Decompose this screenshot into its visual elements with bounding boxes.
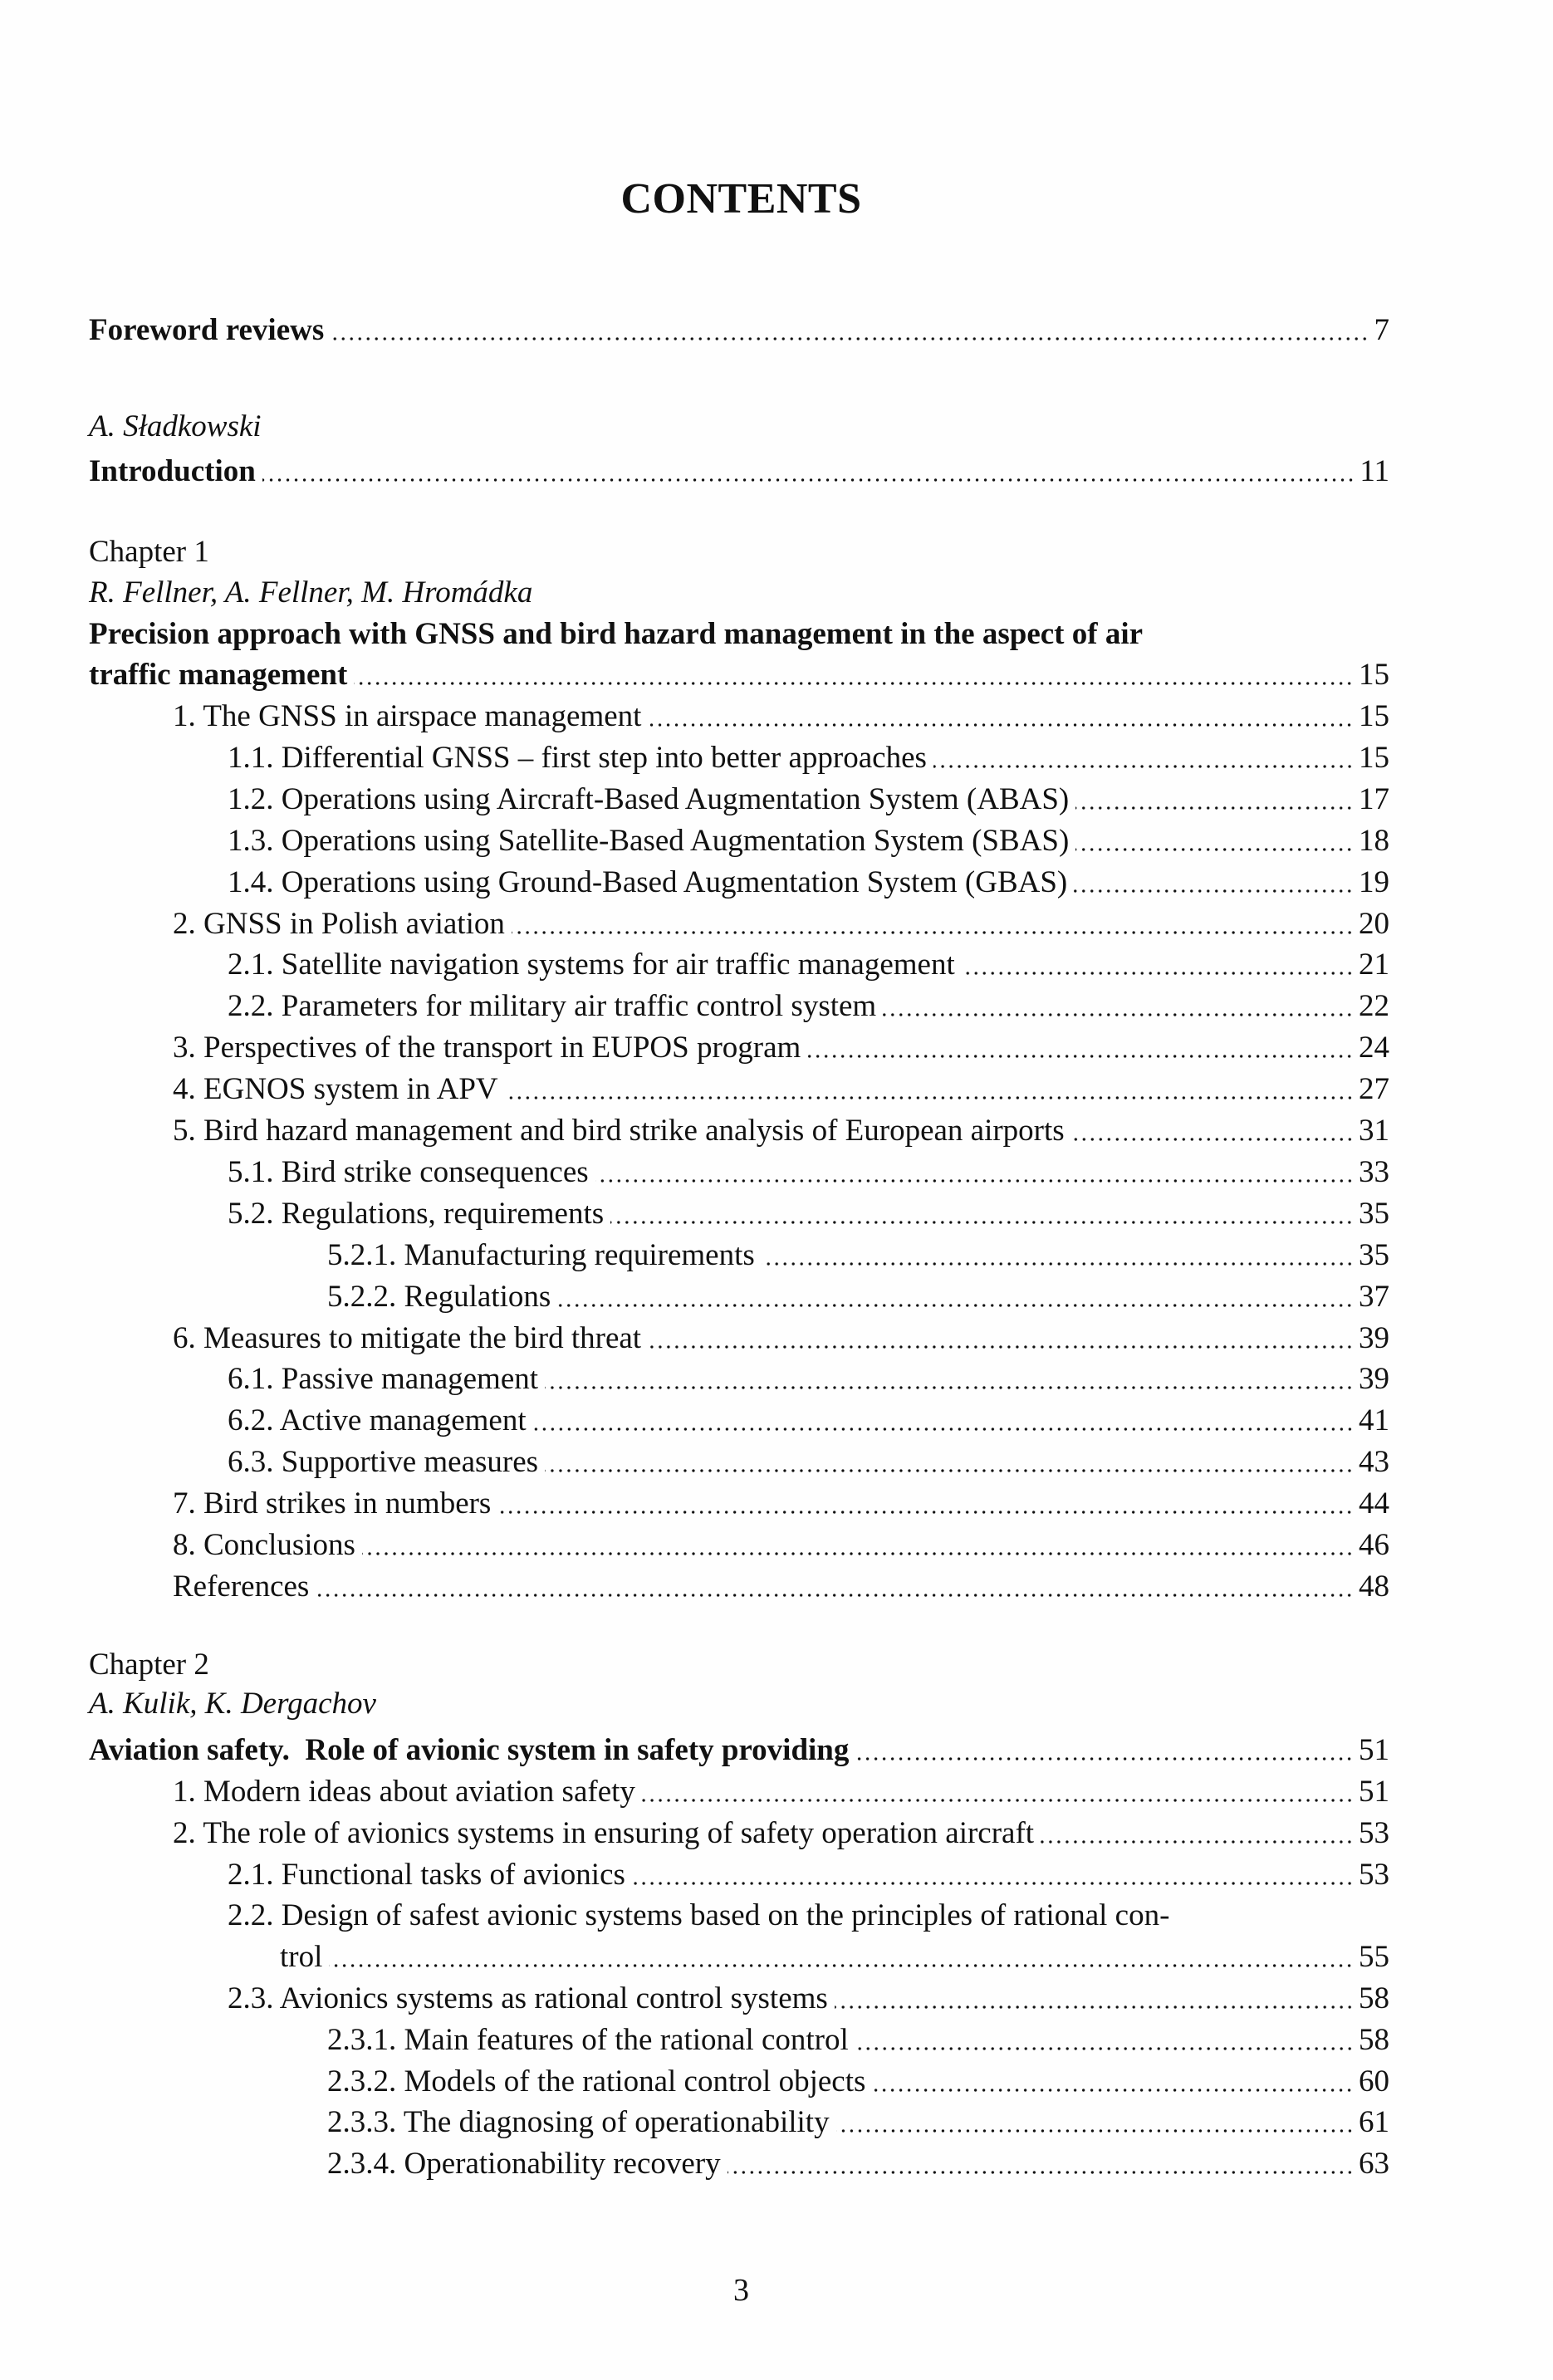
dot-leader: [855, 2046, 1354, 2051]
entry-page: 15: [1359, 658, 1389, 692]
toc-entry[interactable]: [173, 1564, 1389, 1605]
toc-entry[interactable]: [327, 2141, 1389, 2182]
dot-leader: [1075, 806, 1354, 810]
toc-entry[interactable]: [228, 1398, 1389, 1439]
entry-text: 1.1. Differential GNSS – first step into better approaches: [228, 740, 927, 775]
dot-leader: [557, 1303, 1354, 1308]
entry-text: 1.3. Operations using Satellite-Based Augmentation System (SBAS): [228, 823, 1070, 858]
entry-text: 6. Measures to mitigate the bird threat: [173, 1320, 642, 1355]
entry-page: 20: [1359, 906, 1389, 941]
entry-text: 2.3.4. Operationability recovery: [327, 2147, 721, 2182]
entry-page: 53: [1359, 1815, 1389, 1850]
entry-page: 61: [1359, 2105, 1389, 2140]
entry-text: 5.2.2. Regulations: [327, 1279, 551, 1314]
entry-text: 4. EGNOS system in APV: [173, 1072, 498, 1107]
toc-entry[interactable]: [173, 1481, 1389, 1522]
entry-page: 7: [1374, 313, 1389, 347]
dot-leader: [836, 2128, 1354, 2133]
entry-page: 11: [1359, 454, 1389, 488]
toc-entry[interactable]: [327, 2017, 1389, 2059]
entry-page: 48: [1359, 1569, 1389, 1604]
entry-text: 7. Bird strikes in numbers: [173, 1486, 492, 1521]
dot-leader: [497, 1510, 1354, 1515]
toc-entry[interactable]: [228, 942, 1389, 983]
toc-entry[interactable]: [228, 859, 1389, 901]
entry-page: 18: [1359, 823, 1389, 858]
entry-page: 31: [1359, 1114, 1389, 1148]
entry-text: 2.2. Design of safest avionic systems based on the principles of rational con-: [228, 1898, 1170, 1933]
toc-entry[interactable]: [173, 1025, 1389, 1066]
toc-entry-chapter-1-title[interactable]: [89, 652, 1389, 693]
dot-leader: [1041, 1839, 1354, 1844]
entry-page: 43: [1359, 1445, 1389, 1480]
entry-text: 6.2. Active management: [228, 1403, 527, 1438]
entry-page: 53: [1359, 1857, 1389, 1892]
entry-text: 1. The GNSS in airspace management: [173, 699, 642, 733]
entry-text: 8. Conclusions: [173, 1528, 355, 1562]
entry-page: 15: [1359, 699, 1389, 733]
entry-page: 55: [1359, 1940, 1389, 1975]
entry-text: 2. The role of avionics systems in ensuring of safety operation aircraft: [173, 1815, 1035, 1850]
toc-entry[interactable]: [228, 1356, 1389, 1398]
dot-leader: [642, 1798, 1354, 1803]
toc-entry[interactable]: [173, 1522, 1389, 1564]
dot-leader: [512, 930, 1354, 935]
entry-text: 5.2.1. Manufacturing requirements: [327, 1237, 755, 1272]
dot-leader: [329, 1963, 1354, 1968]
entry-page: 24: [1359, 1031, 1389, 1065]
entry-text: 5. Bird hazard management and bird strike analysis of European airports: [173, 1114, 1065, 1148]
toc-entry[interactable]: [173, 1769, 1389, 1810]
page-title: CONTENTS: [620, 175, 862, 223]
dot-leader: [545, 1385, 1354, 1390]
toc-entry-chapter-2-title[interactable]: [89, 1727, 1389, 1769]
dot-leader: [262, 477, 1355, 482]
intro-author: A. Sładkowski: [89, 409, 262, 443]
entry-text: 5.2. Regulations, requirements: [228, 1196, 605, 1231]
entry-page: 46: [1359, 1528, 1389, 1562]
entry-text: 3. Perspectives of the transport in EUPOS program: [173, 1031, 801, 1065]
dot-leader: [595, 1178, 1354, 1183]
entry-text: Foreword reviews: [89, 313, 325, 347]
chapter-1-title-line1: Precision approach with GNSS and bird hazard management in the aspect of air: [89, 617, 1144, 651]
entry-page: 58: [1359, 1981, 1389, 2015]
toc-entry[interactable]: [228, 1976, 1389, 2017]
dot-leader: [505, 1095, 1354, 1100]
dot-leader: [610, 1220, 1354, 1225]
entry-text: 1.4. Operations using Ground-Based Augmentation System (GBAS): [228, 864, 1068, 899]
dot-leader: [872, 2088, 1354, 2093]
entry-page: 19: [1359, 864, 1389, 899]
entry-text: Introduction: [89, 454, 256, 488]
dot-leader: [316, 1593, 1354, 1598]
entry-text: Aviation safety. Role of avionic system in safety providing: [89, 1733, 850, 1767]
page-number: 3: [733, 2273, 749, 2308]
toc-entry-foreword[interactable]: [89, 307, 1389, 349]
toc-entry[interactable]: [228, 1439, 1389, 1481]
toc-entry[interactable]: [327, 1232, 1389, 1274]
entry-text: 2.3.1. Main features of the rational control: [327, 2022, 849, 2057]
dot-leader: [362, 1551, 1354, 1556]
entry-text: 2. GNSS in Polish aviation: [173, 906, 505, 941]
toc-entry[interactable]: [173, 1108, 1389, 1149]
dot-leader: [933, 764, 1354, 769]
toc-entry-introduction[interactable]: [89, 448, 1389, 490]
entry-page: 21: [1359, 948, 1389, 982]
entry-page: 60: [1359, 2064, 1389, 2098]
entry-page: 39: [1359, 1320, 1389, 1355]
entry-text: 2.2. Parameters for military air traffic control system: [228, 989, 877, 1024]
dot-leader: [762, 1261, 1354, 1266]
chapter-2-label: Chapter 2: [89, 1648, 209, 1682]
entry-page: 15: [1359, 740, 1389, 775]
dot-leader: [962, 971, 1354, 976]
entry-page: 51: [1359, 1733, 1389, 1767]
toc-entry[interactable]: [228, 1852, 1389, 1893]
entry-page: 35: [1359, 1196, 1389, 1231]
entry-page: 58: [1359, 2022, 1389, 2057]
dot-leader: [331, 336, 1369, 341]
entry-text: 2.1. Functional tasks of avionics: [228, 1857, 625, 1892]
dot-leader: [1075, 847, 1354, 852]
toc-entry[interactable]: [228, 1149, 1389, 1191]
dot-leader: [1071, 1137, 1354, 1142]
dot-leader: [883, 1012, 1354, 1017]
entry-text: References: [173, 1569, 310, 1604]
dot-leader: [855, 1756, 1354, 1761]
entry-text: 6.3. Supportive measures: [228, 1445, 539, 1480]
dot-leader: [648, 722, 1354, 727]
entry-text: 2.3.3. The diagnosing of operationability: [327, 2105, 830, 2140]
toc-entry[interactable]: [173, 1066, 1389, 1108]
entry-text: 2.3. Avionics systems as rational control systems: [228, 1981, 828, 2015]
entry-page: 27: [1359, 1072, 1389, 1107]
entry-page: 22: [1359, 989, 1389, 1024]
dot-leader: [354, 681, 1354, 686]
entry-text: 2.1. Satellite navigation systems for air traffic management: [228, 948, 955, 982]
toc-entry[interactable]: [173, 693, 1389, 735]
toc-entry[interactable]: [228, 818, 1389, 859]
entry-text: 5.1. Bird strike consequences: [228, 1154, 589, 1189]
toc-entry[interactable]: [228, 983, 1389, 1025]
entry-text: trol: [280, 1940, 323, 1975]
toc-entry[interactable]: [228, 735, 1389, 776]
dot-leader: [807, 1054, 1354, 1059]
entry-page: 63: [1359, 2147, 1389, 2182]
entry-page: 41: [1359, 1403, 1389, 1438]
chapter-1-authors: R. Fellner, A. Fellner, M. Hromádka: [89, 575, 533, 610]
dot-leader: [1074, 889, 1354, 894]
chapter-2-authors: A. Kulik, K. Dergachov: [89, 1687, 376, 1721]
toc-entry[interactable]: [173, 1315, 1389, 1357]
entry-page: 37: [1359, 1279, 1389, 1314]
entry-text: traffic management: [89, 658, 348, 692]
dot-leader: [632, 1881, 1354, 1886]
dot-leader: [545, 1468, 1354, 1473]
toc-entry[interactable]: [280, 1934, 1389, 1976]
entry-page: 51: [1359, 1775, 1389, 1809]
dot-leader: [728, 2170, 1354, 2175]
entry-page: 33: [1359, 1154, 1389, 1189]
dot-leader: [648, 1344, 1354, 1349]
chapter-1-label: Chapter 1: [89, 535, 209, 569]
dot-leader: [835, 2005, 1354, 2010]
toc-entry[interactable]: [327, 2099, 1389, 2141]
entry-text: 1. Modern ideas about aviation safety: [173, 1775, 635, 1809]
toc-entry[interactable]: [327, 1274, 1389, 1315]
dot-leader: [533, 1427, 1354, 1432]
toc-entry[interactable]: [228, 776, 1389, 818]
toc-entry[interactable]: [228, 1893, 1389, 1934]
toc-entry[interactable]: [173, 1810, 1389, 1852]
toc-entry[interactable]: [173, 901, 1389, 943]
entry-text: 2.3.2. Models of the rational control objects: [327, 2064, 866, 2098]
entry-text: 6.1. Passive management: [228, 1362, 539, 1397]
entry-text: 1.2. Operations using Aircraft-Based Augmentation System (ABAS): [228, 781, 1070, 816]
toc-entry[interactable]: [228, 1191, 1389, 1232]
entry-page: 35: [1359, 1237, 1389, 1272]
entry-page: 44: [1359, 1486, 1389, 1521]
toc-entry[interactable]: [327, 2059, 1389, 2100]
entry-page: 17: [1359, 781, 1389, 816]
entry-page: 39: [1359, 1362, 1389, 1397]
